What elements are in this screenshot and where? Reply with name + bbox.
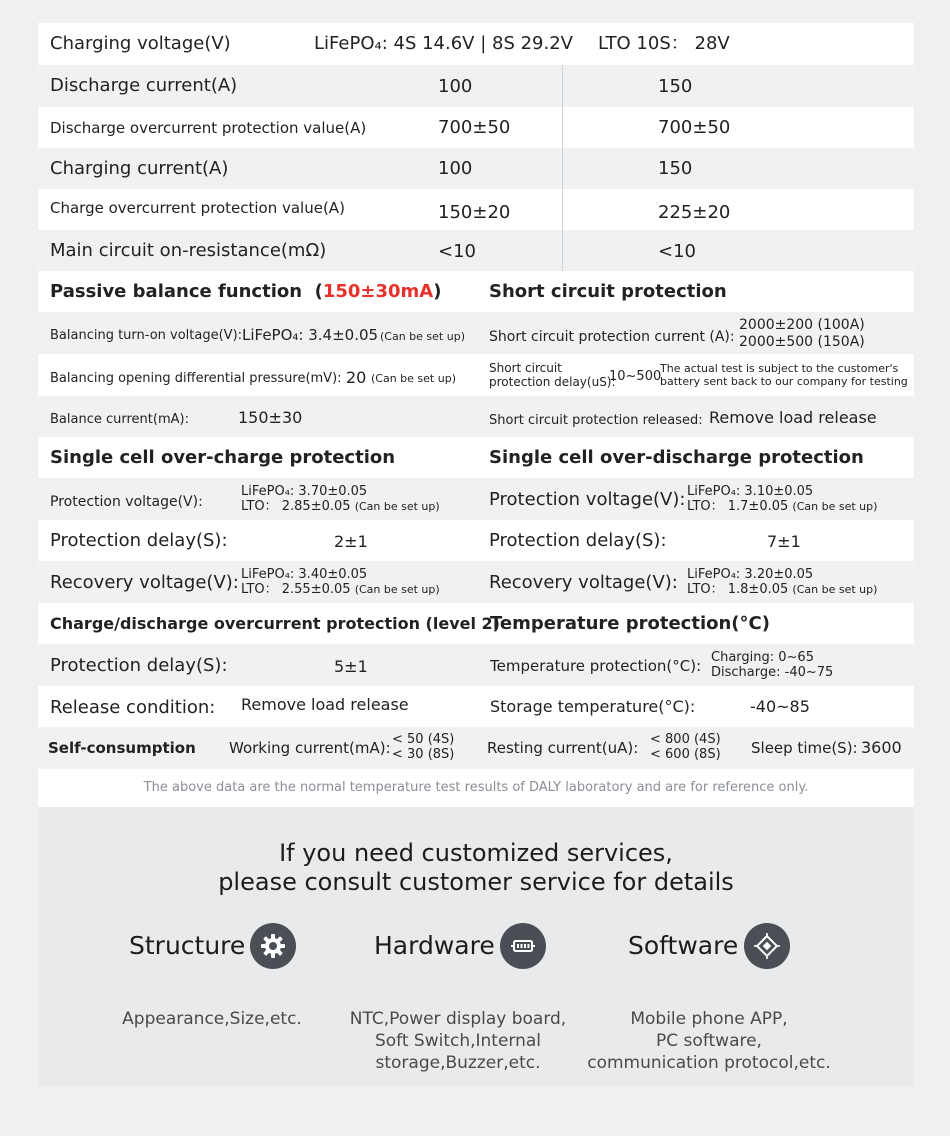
- custom-services-heading: [38, 839, 914, 898]
- short-circuit-delay-note-l2: battery sent back to our company for testing: [660, 374, 908, 388]
- balance-title-value: 150±30mA: [322, 281, 434, 302]
- overcharge-recovery-label: Recovery voltage(V):: [50, 572, 239, 593]
- temperature-title: Temperature protection(°C): [490, 613, 770, 634]
- row-charging-voltage: [38, 23, 914, 65]
- on-resistance-label: Main circuit on-resistance(mΩ): [50, 240, 327, 261]
- charging-current-100: 100: [438, 158, 473, 179]
- short-circuit-delay-value: 10~500: [609, 369, 662, 384]
- discharge-ocp-100: 700±50: [438, 117, 511, 138]
- row-discharge-current: [38, 65, 914, 107]
- row-release-storage: [38, 686, 914, 727]
- row-balance-diff: [38, 354, 914, 396]
- row-self-consumption: [38, 727, 914, 769]
- service-structure-title: Structure: [129, 931, 246, 960]
- structure-desc-line1: Appearance,Size,etc.: [122, 1009, 302, 1029]
- overdischarge-voltage-lifepo4: LiFePO₄: 3.10±0.05: [687, 484, 814, 499]
- overdischarge-recovery-label: Recovery voltage(V):: [489, 572, 678, 593]
- balance-diff-note: (Can be set up): [371, 372, 456, 385]
- row-discharge-ocp: [38, 107, 914, 148]
- working-current-4s: < 50 (4S): [392, 732, 455, 747]
- working-current-values: [392, 732, 454, 763]
- row-protection-delay: [38, 520, 914, 561]
- row-balance-turn-on: [38, 312, 914, 354]
- short-circuit-delay-label-l1: Short circuit: [489, 361, 562, 375]
- service-hardware-desc: [338, 1009, 578, 1074]
- balance-diff-value: 20: [346, 368, 367, 387]
- charging-current-label: Charging current(A): [50, 158, 229, 179]
- overcharge-title: Single cell over-charge protection: [50, 447, 396, 468]
- charge-ocp-100: 150±20: [438, 202, 511, 223]
- row-balance-short-titles: [38, 271, 914, 312]
- overcharge-voltage-lifepo4: LiFePO₄: 3.70±0.05: [241, 484, 368, 499]
- row-charge-ocp: [38, 189, 914, 230]
- storage-temp-label: Storage temperature(°C):: [490, 697, 696, 716]
- overdischarge-recovery-lto: LTO： 1.8±0.05: [687, 582, 789, 598]
- resting-current-8s: < 600 (8S): [650, 747, 721, 763]
- overdischarge-title: Single cell over-discharge protection: [489, 447, 864, 468]
- service-hardware-title: Hardware: [374, 931, 495, 960]
- charging-current-150: 150: [658, 158, 693, 179]
- hardware-desc-line2: Soft Switch,Internal: [374, 1030, 542, 1051]
- service-software-title: Software: [628, 931, 739, 960]
- overcharge-recovery-lifepo4: LiFePO₄: 3.40±0.05: [241, 567, 368, 582]
- overdischarge-recovery-note: (Can be set up): [792, 583, 878, 597]
- overdischarge-delay-label: Protection delay(S):: [489, 530, 667, 551]
- custom-services-section: [38, 807, 914, 1087]
- working-current-8s: < 30 (8S): [392, 747, 455, 763]
- row-balance-current: [38, 396, 914, 437]
- short-circuit-current-100a: 2000±200 (100A): [739, 317, 865, 333]
- balance-diff-label: Balancing opening differential pressure(mV):: [50, 371, 342, 386]
- resting-current-values: [650, 732, 721, 763]
- overcharge-recovery-values: [241, 567, 440, 598]
- reference-note: The above data are the normal temperature test results of DALY laboratory and are for reference only.: [143, 780, 809, 795]
- charging-voltage-lifepo4: LiFePO₄: 4S 14.6V | 8S 29.2V: [314, 33, 573, 54]
- on-resistance-150: <10: [658, 241, 696, 262]
- temperature-protection-label: Temperature protection(°C):: [490, 657, 702, 675]
- custom-heading-line2: please consult customer service for details: [218, 868, 734, 897]
- balance-current-value: 150±30: [238, 408, 303, 427]
- column-divider: [562, 65, 563, 271]
- sleep-time-label: Sleep time(S):: [751, 739, 858, 757]
- balance-turn-on-value: LiFePO₄: 3.4±0.05: [242, 326, 379, 344]
- temperature-charging: Charging: 0~65: [711, 650, 814, 665]
- charge-ocp-label: Charge overcurrent protection value(A): [50, 199, 345, 217]
- balance-turn-on-label: Balancing turn-on voltage(V):: [50, 328, 243, 343]
- overcurrent2-release-label: Release condition:: [50, 697, 216, 718]
- balance-turn-on-note: (Can be set up): [380, 330, 465, 343]
- on-resistance-100: <10: [438, 241, 476, 262]
- software-desc-line3: communication protocol,etc.: [587, 1052, 831, 1073]
- overdischarge-voltage-note: (Can be set up): [792, 500, 878, 514]
- service-structure-desc: [112, 1009, 312, 1031]
- overcharge-delay-value: 2±1: [334, 532, 368, 551]
- short-circuit-delay-note-l1: The actual test is subject to the customer's: [660, 362, 899, 375]
- short-circuit-delay-label-l2: protection delay(uS):: [489, 375, 616, 390]
- chip-board-icon: [500, 923, 546, 969]
- short-circuit-delay-note: [660, 363, 908, 389]
- temperature-protection-values: [711, 650, 833, 681]
- discharge-current-150: 150: [658, 76, 693, 97]
- overcharge-voltage-lto: LTO： 2.85±0.05: [241, 499, 351, 515]
- software-desc-line1: Mobile phone APP,: [630, 1009, 788, 1029]
- row-overcurrent-temp-titles: [38, 603, 914, 644]
- storage-temp-value: -40~85: [750, 697, 810, 716]
- custom-heading-line1: If you need customized services,: [279, 839, 673, 867]
- short-circuit-current-values: [739, 317, 865, 350]
- row-recovery-voltage: [38, 561, 914, 603]
- hardware-desc-line1: NTC,Power display board,: [349, 1009, 567, 1029]
- overcharge-voltage-label: Protection voltage(V):: [50, 494, 203, 510]
- row-cell-titles: [38, 437, 914, 478]
- software-desc-line2: PC software,: [656, 1030, 762, 1051]
- charge-ocp-150: 225±20: [658, 202, 731, 223]
- discharge-ocp-150: 700±50: [658, 117, 731, 138]
- overdischarge-voltage-lto: LTO： 1.7±0.05: [687, 499, 789, 515]
- charging-voltage-lto: LTO 10S： 28V: [598, 33, 730, 54]
- discharge-current-label: Discharge current(A): [50, 75, 238, 96]
- balance-title: Passive balance function (150±30mA): [50, 281, 442, 302]
- hardware-desc-line3: storage,Buzzer,etc.: [375, 1052, 541, 1073]
- short-circuit-current-label: Short circuit protection current (A):: [489, 329, 735, 345]
- short-circuit-title: Short circuit protection: [489, 281, 727, 302]
- short-circuit-released-value: Remove load release: [709, 408, 877, 427]
- overdischarge-recovery-values: [687, 567, 877, 598]
- discharge-ocp-label: Discharge overcurrent protection value(A): [50, 119, 367, 137]
- balance-current-label: Balance current(mA):: [50, 412, 189, 427]
- overdischarge-voltage-label: Protection voltage(V):: [489, 489, 686, 510]
- service-software-desc: [569, 1009, 849, 1074]
- overcharge-voltage-values: [241, 484, 440, 515]
- short-circuit-delay-label: [489, 361, 616, 389]
- overcharge-recovery-lto: LTO： 2.55±0.05: [241, 582, 351, 598]
- charging-voltage-label: Charging voltage(V): [50, 33, 231, 54]
- row-protection-voltage: [38, 478, 914, 520]
- overcurrent2-delay-label: Protection delay(S):: [50, 655, 228, 676]
- self-consumption-title: Self-consumption: [48, 739, 196, 757]
- overcharge-voltage-note: (Can be set up): [354, 500, 440, 514]
- overcharge-delay-label: Protection delay(S):: [50, 530, 228, 551]
- resting-current-label: Resting current(uA):: [487, 739, 639, 757]
- temperature-discharge: Discharge: -40~75: [711, 665, 834, 681]
- overcurrent2-delay-value: 5±1: [334, 657, 368, 676]
- sleep-time-value: 3600: [861, 738, 902, 757]
- overcurrent2-release-value: Remove load release: [241, 695, 409, 714]
- spec-sheet: [38, 23, 914, 1087]
- short-circuit-released-label: Short circuit protection released:: [489, 413, 703, 428]
- row-delay-temp: [38, 644, 914, 686]
- row-charging-current: [38, 148, 914, 189]
- gear-icon: [250, 923, 296, 969]
- overdischarge-voltage-values: [687, 484, 877, 515]
- resting-current-4s: < 800 (4S): [650, 732, 721, 747]
- software-chip-icon: [744, 923, 790, 969]
- overcurrent2-title: Charge/discharge overcurrent protection (level 2): [50, 614, 500, 633]
- row-on-resistance: [38, 230, 914, 271]
- working-current-label: Working current(mA):: [229, 739, 391, 757]
- overdischarge-delay-value: 7±1: [767, 532, 801, 551]
- discharge-current-100: 100: [438, 76, 473, 97]
- overdischarge-recovery-lifepo4: LiFePO₄: 3.20±0.05: [687, 567, 814, 582]
- short-circuit-current-150a: 2000±500 (150A): [739, 333, 865, 350]
- overcharge-recovery-note: (Can be set up): [354, 583, 440, 597]
